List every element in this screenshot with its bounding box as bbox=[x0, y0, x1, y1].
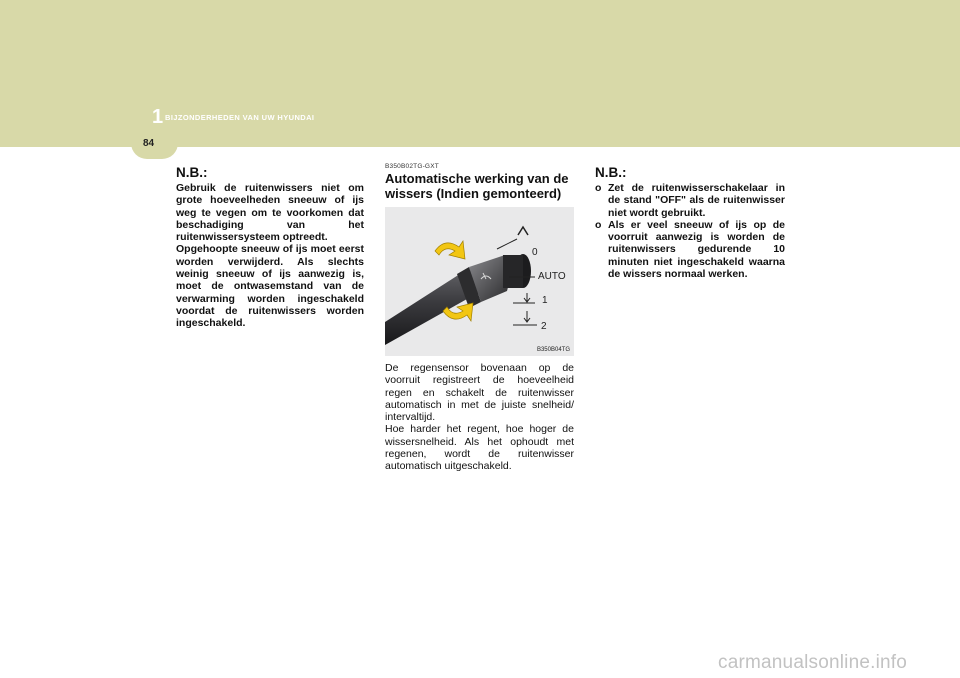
list-item bbox=[595, 182, 785, 219]
label-one: 1 bbox=[542, 295, 548, 306]
watermark: carmanualsonline.info bbox=[718, 652, 908, 673]
label-zero: 0 bbox=[532, 247, 538, 258]
section-paragraph: Hoe harder het regent, hoe hoger de wissersnelheid. Als het ophoudt met regenen, wordt de ruitenwisser automatisch uitgeschakeld. bbox=[385, 423, 574, 473]
arrow-down-icon bbox=[524, 293, 530, 302]
list-item-text: Als er veel sneeuw of ijs op de voorruit aanwezig is worden de ruitenwissers gedurende 10 minuten niet ingeschakeld waarna de wissers normaal werken. bbox=[608, 218, 785, 281]
bullet-mark: o bbox=[595, 218, 602, 231]
header-band bbox=[0, 0, 960, 147]
right-note-heading: N.B.: bbox=[595, 165, 627, 180]
arrow-down-icon bbox=[524, 311, 530, 322]
right-note bbox=[595, 165, 785, 280]
wiper-switch-figure bbox=[385, 207, 574, 356]
label-auto: AUTO bbox=[538, 271, 566, 282]
figure-code: B350B04TG bbox=[536, 347, 570, 353]
left-note-paragraph: Opgehoopte sneeuw of ijs moet eerst worden verwijderd. Als slechts weinig sneeuw of ijs aanwezig is, moet de ontwasemstand van de verwarming worden ingeschakeld voordat de ruitenwissers worden ingeschakeld. bbox=[176, 243, 364, 330]
section-title: Automatische werking van de wissers (Indien gemonteerd) bbox=[385, 171, 569, 201]
left-note bbox=[176, 165, 364, 330]
bullet-mark: o bbox=[595, 182, 602, 194]
left-note-heading: N.B.: bbox=[176, 165, 208, 180]
chapter-number: 1 bbox=[152, 106, 164, 128]
caret-up-icon bbox=[518, 227, 528, 235]
list-item-text: Zet de ruitenwisserschakelaar in de stand "OFF" als de ruitenwisser niet wordt gebruikt. bbox=[608, 182, 785, 219]
section-paragraph: De regensensor bovenaan op de voorruit registreert de hoeveelheid regen en schakelt de ruitenwisser automatisch in met de juiste snelheid/ intervaltijd. bbox=[385, 362, 574, 424]
wiper-stalk-illustration bbox=[385, 207, 574, 356]
page-number: 84 bbox=[143, 138, 155, 149]
right-note-list bbox=[595, 182, 785, 280]
rotate-up-arrow-icon bbox=[435, 241, 465, 259]
label-two: 2 bbox=[541, 321, 547, 332]
list-item bbox=[595, 219, 785, 280]
page-number-tab bbox=[131, 129, 178, 159]
indicator-line-zero bbox=[497, 239, 517, 249]
chapter-title: BIJZONDERHEDEN VAN UW HYUNDAI bbox=[165, 113, 315, 122]
section-code: B350B02TG-GXT bbox=[385, 163, 439, 170]
auto-wiper-section bbox=[385, 163, 574, 473]
left-note-body bbox=[176, 182, 364, 330]
section-body bbox=[385, 362, 574, 473]
left-note-paragraph: Gebruik de ruitenwissers niet om grote hoeveelheden sneeuw of ijs weg te vegen om te voorkomen dat beschadiging van het ruitenwissersysteem optreedt. bbox=[176, 182, 364, 244]
